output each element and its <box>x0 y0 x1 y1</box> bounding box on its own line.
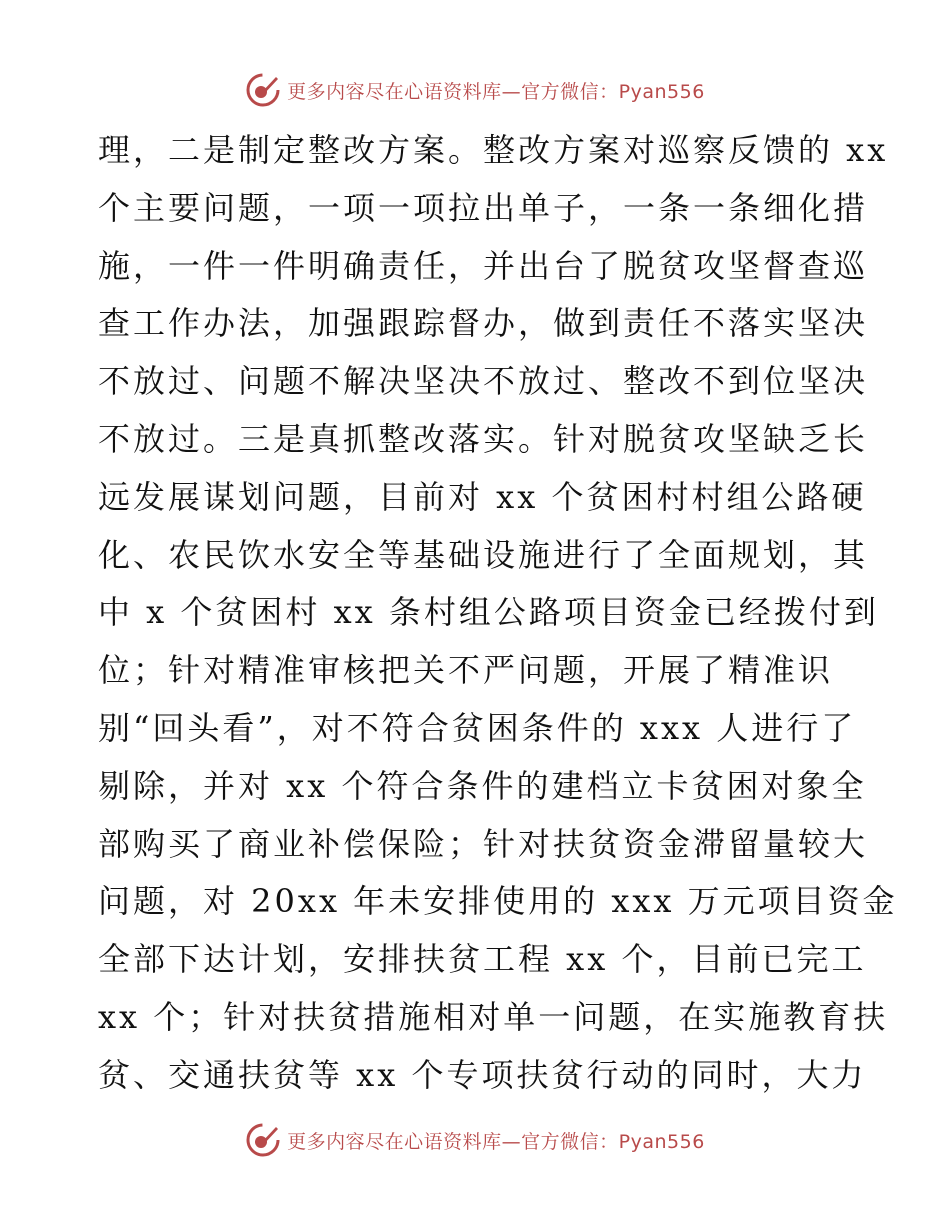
text-line: 不放过。三是真抓整改落实。针对脱贫攻坚缺乏长 <box>98 419 869 458</box>
text-line: 问题，对 20xx 年未安排使用的 xxx 万元项目资金 <box>98 882 898 921</box>
text-line: 查工作办法，加强跟踪督办，做到责任不落实坚决 <box>98 304 869 343</box>
text-line: 个主要问题，一项一项拉出单子，一条一条细化措 <box>98 188 869 227</box>
text-line: 剔除，并对 xx 个符合条件的建档立卡贫困对象全 <box>98 766 867 805</box>
watermark-logo-icon <box>245 72 281 108</box>
text-line: 位；针对精准审核把关不严问题，开展了精准识 <box>98 651 834 690</box>
text-line: 远发展谋划问题，目前对 xx 个贫困村村组公路硬 <box>98 477 867 516</box>
watermark-logo-icon <box>245 1122 281 1158</box>
text-line: 别“回头看”，对不符合贫困条件的 xxx 人进行了 <box>98 708 857 747</box>
watermark-text: 更多内容尽在心语资料库—官方微信：Pyan556 <box>287 80 705 103</box>
watermark-footer <box>0 1120 950 1160</box>
text-line: 部购买了商业补偿保险；针对扶贫资金滞留量较大 <box>98 824 869 863</box>
text-line: 贫、交通扶贫等 xx 个专项扶贫行动的同时，大力 <box>98 1055 867 1094</box>
text-line: 不放过、问题不解决坚决不放过、整改不到位坚决 <box>98 362 869 401</box>
text-line: 施，一件一件明确责任，并出台了脱贫攻坚督查巡 <box>98 246 869 285</box>
text-line: 中 x 个贫困村 xx 条村组公路项目资金已经拨付到 <box>98 593 879 632</box>
text-line: xx 个；针对扶贫措施相对单一问题，在实施教育扶 <box>98 997 889 1036</box>
text-line: 化、农民饮水安全等基础设施进行了全面规划，其 <box>98 535 869 574</box>
text-line: 全部下达计划，安排扶贫工程 xx 个，目前已完工 <box>98 940 867 979</box>
document-body <box>98 122 898 1105</box>
watermark-text: 更多内容尽在心语资料库—官方微信：Pyan556 <box>287 1130 705 1153</box>
text-line: 理，二是制定整改方案。整改方案对巡察反馈的 xx <box>98 131 889 169</box>
watermark-header <box>0 70 950 110</box>
